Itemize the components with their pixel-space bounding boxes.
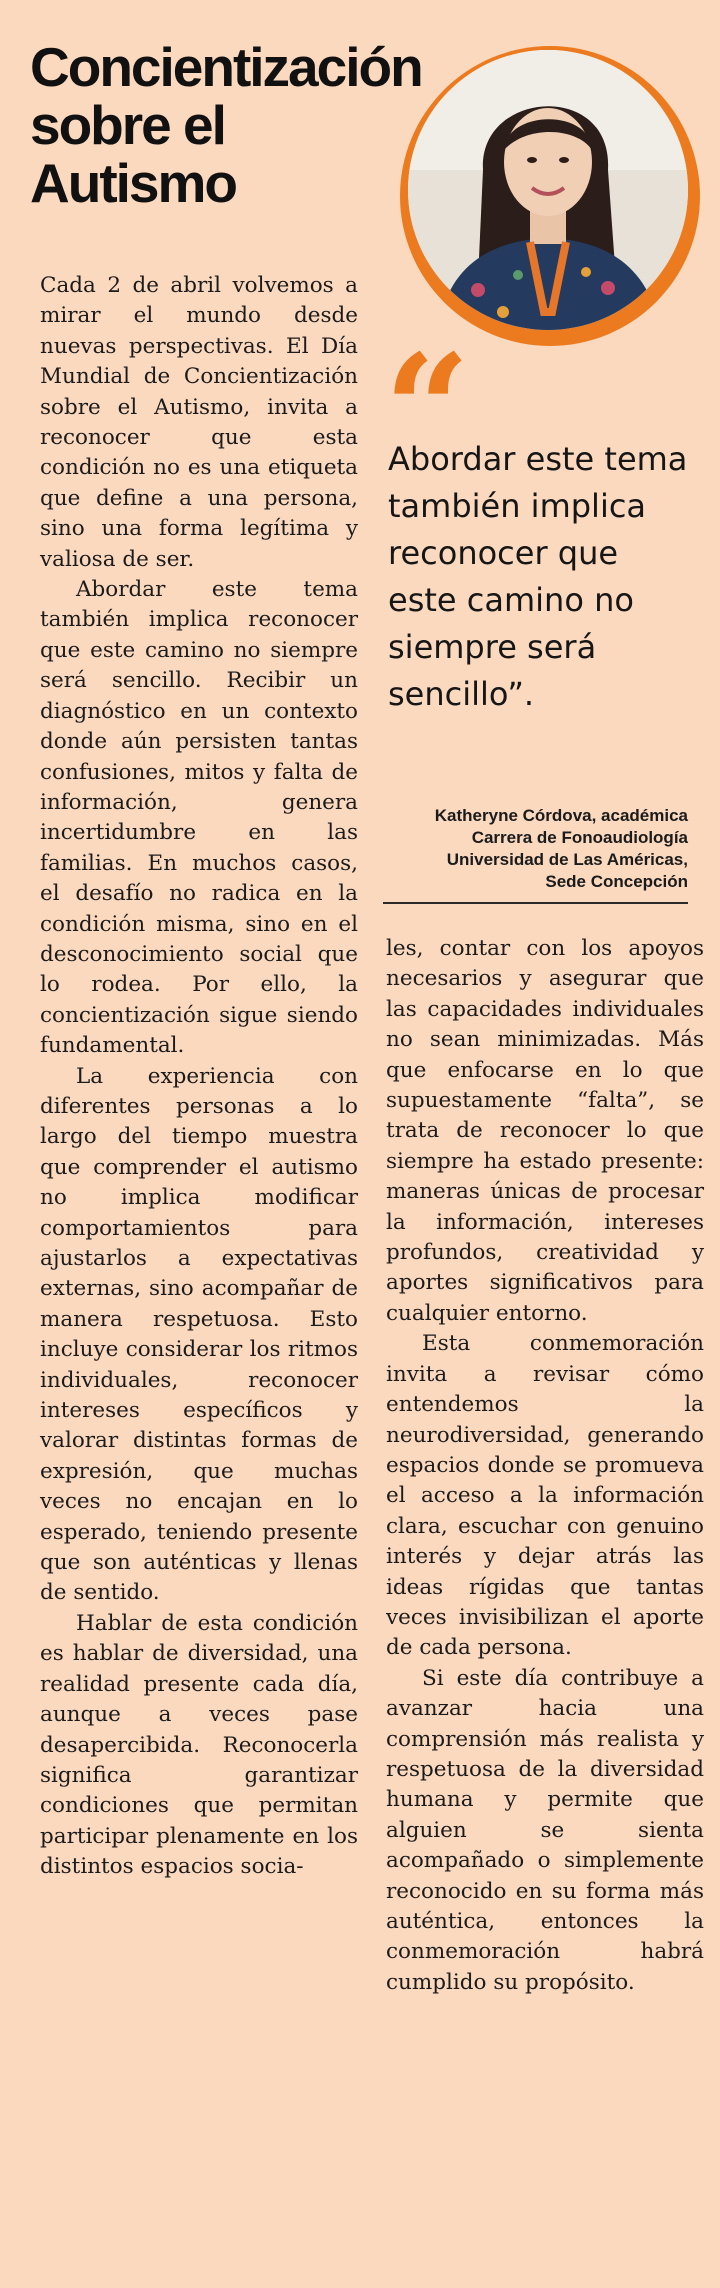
- paragraph: Cada 2 de abril volvemos a mirar el mundo desde nuevas perspectivas. El Día Mundial de Concientización sobre el Autismo, invita a reconocer que esta condición no es una etiqueta que define a una persona, sino una forma legítima y valiosa de ser.: [40, 273, 358, 572]
- author-portrait-illustration: [408, 50, 688, 330]
- headline-line: sobre el: [30, 94, 225, 156]
- paragraph: Esta conmemoración invita a revisar cómo entendemos la neurodiversidad, generando espacios donde se promueva el acceso a la información clara, escuchar con genuino interés y dejar atrás las ideas rígidas que tantas veces invisibilizan el aporte de cada persona.: [386, 1331, 704, 1661]
- paragraph: Si este día contribuye a avanzar hacia una comprensión más realista y respetuosa de la diversidad humana y permite que alguien se sienta acompañado o simplemente reconocido en su forma más auténtica, entonces la conmemoración habrá cumplido su propósito.: [386, 1665, 704, 1995]
- right-column-text: [386, 934, 704, 1998]
- headline: [30, 38, 450, 212]
- paragraph: Abordar este tema también implica reconocer que este camino no siempre será sencillo. Recibir un diagnóstico en un contexto donde aún persisten tantas confusiones, mitos y falta de información, genera incertidumbre en las familias. En muchos casos, el desafío no radica en la condición misma, sino en el desconocimiento social que lo rodea. Por ello, la concientización sigue siendo fundamental.: [40, 577, 358, 1059]
- paragraph: Hablar de esta condición es hablar de diversidad, una realidad presente cada día, aunque a veces pase desapercibida. Reconocerla significa garantizar condiciones que permitan participar plenamente en los distintos espacios socia-: [40, 1610, 358, 1880]
- paragraph: les, contar con los apoyos necesarios y asegurar que las capacidades individuales no sean minimizadas. Más que enfocarse en lo que supuestamente “falta”, se trata de reconocer lo que siempre ha estado presente: maneras únicas de procesar la información, intereses profundos, creatividad y aportes significativos para cualquier entorno.: [386, 936, 704, 1326]
- byline-line: Universidad de Las Américas,: [446, 850, 688, 869]
- quote-mark-icon: “: [384, 322, 471, 498]
- byline-line: Sede Concepción: [545, 872, 688, 891]
- divider: [383, 902, 688, 904]
- paragraph: La experiencia con diferentes personas a lo largo del tiempo muestra que comprender el autismo no implica modificar comportamientos para ajustarlos a expectativas externas, sino acompañar de manera respetuosa. Esto incluye considerar los ritmos individuales, reconocer intereses específicos y valorar distintas formas de expresión, que muchas veces no encajan en lo esperado, teniendo presente que son auténticas y llenas de sentido.: [40, 1063, 358, 1606]
- byline-line: Carrera de Fonoaudiología: [471, 828, 688, 847]
- byline-line: Katheryne Córdova, académica: [434, 806, 688, 825]
- pull-quote: Abordar este tema también implica reconocer que este camino no siempre será sencillo”.: [388, 440, 688, 713]
- headline-line: Concientización: [30, 36, 422, 98]
- left-column-text: [40, 271, 358, 1883]
- author-photo: [408, 50, 688, 330]
- headline-line: Autismo: [30, 152, 236, 214]
- author-byline: [380, 805, 688, 893]
